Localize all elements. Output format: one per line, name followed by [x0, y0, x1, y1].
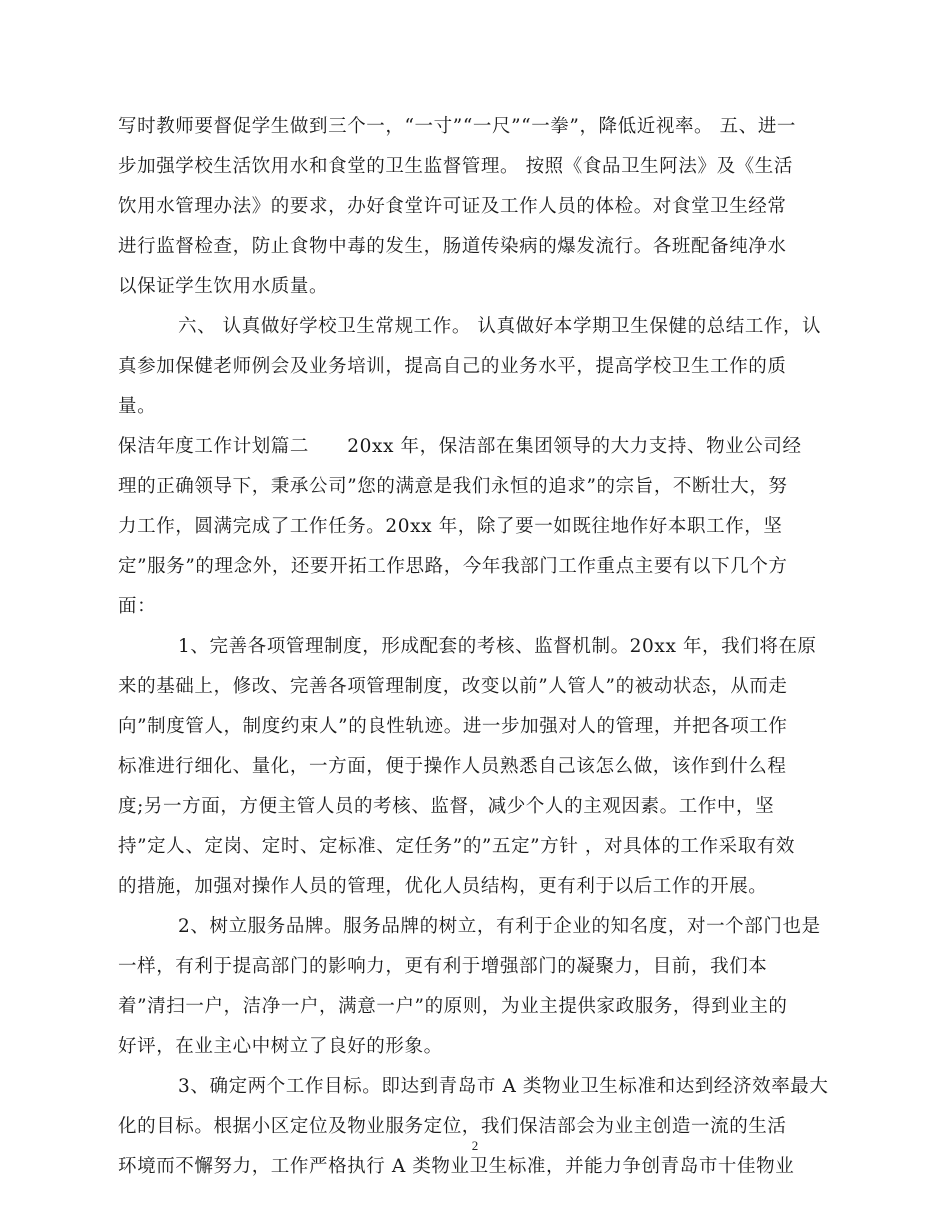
text-line: 标准进行细化、量化，一方面，便于操作人员熟悉自己该怎么做，该作到什么程: [118, 756, 787, 777]
text-line: 向”制度管人，制度约束人”的良性轨迹。进一步加强对人的管理，并把各项工作: [118, 716, 788, 737]
text-line: 进行监督检查，防止食物中毒的发生，肠道传染病的爆发流行。各班配备纯净水: [118, 236, 787, 257]
text-line: 1、完善各项管理制度，形成配套的考核、监督机制。20xx 年，我们将在原: [178, 636, 817, 657]
text-line: 一样，有利于提高部门的影响力，更有利于增强部门的凝聚力，目前，我们本: [118, 956, 768, 977]
text-line: 写时教师要督促学生做到三个一，“一寸”“一尺”“一拳”，降低近视率。 五、进一: [118, 116, 797, 137]
text-line: 力工作，圆满完成了工作任务。20xx 年，除了要一如既往地作好本职工作，坚: [118, 516, 783, 537]
text-line: 好评，在业主心中树立了良好的形象。: [118, 1036, 443, 1057]
text-line: 化的目标。根据小区定位及物业服务定位，我们保洁部会为业主创造一流的生活: [118, 1116, 787, 1137]
text-line: 的措施，加强对操作人员的管理，优化人员结构，更有利于以后工作的开展。: [118, 876, 768, 897]
text-line: 饮用水管理办法》的要求，办好食堂许可证及工作人员的体检。对食堂卫生经常: [118, 196, 787, 217]
text-line: 持”定人、定岗、定时、定标准、定任务”的”五定”方针 ，对具体的工作采取有效: [118, 836, 796, 857]
page-number: 2: [471, 1138, 479, 1153]
text-line: 真参加保健老师例会及业务培训，提高自己的业务水平，提高学校卫生工作的质: [118, 356, 787, 377]
text-line: 步加强学校生活饮用水和食堂的卫生监督管理。 按照《食品卫生阿法》及《生活: [118, 156, 793, 177]
text-line: 度;另一方面，方便主管人员的考核、监督，减少个人的主观因素。工作中，坚: [118, 796, 775, 817]
text-line: 量。: [118, 396, 157, 417]
text-line: 六、 认真做好学校卫生常规工作。 认真做好本学期卫生保健的总结工作，认: [178, 316, 822, 337]
text-line: 定”服务”的理念外，还要开拓工作思路，今年我部门工作重点主要有以下几个方: [118, 556, 788, 577]
text-line: 着”清扫一户，洁净一户，满意一户”的原则，为业主提供家政服务，得到业主的: [118, 996, 788, 1017]
section-heading-line: 保洁年度工作计划篇二 20xx 年，保洁部在集团领导的大力支持、物业公司经: [118, 436, 802, 457]
text-line: 来的基础上，修改、完善各项管理制度，改变以前”人管人”的被动状态，从而走: [118, 676, 788, 697]
text-line: 理的正确领导下，秉承公司”您的满意是我们永恒的追求”的宗旨，不断壮大，努: [118, 476, 788, 497]
text-line: 2、树立服务品牌。服务品牌的树立，有利于企业的知名度，对一个部门也是: [178, 916, 821, 937]
text-line: 以保证学生饮用水质量。: [118, 276, 329, 297]
text-line: 3、确定两个工作目标。即达到青岛市 A 类物业卫生标准和达到经济效率最大: [178, 1076, 829, 1097]
text-line: 面：: [118, 596, 157, 617]
text-line: 环境而不懈努力，工作严格执行 A 类物业卫生标准，并能力争创青岛市十佳物业: [118, 1156, 795, 1177]
